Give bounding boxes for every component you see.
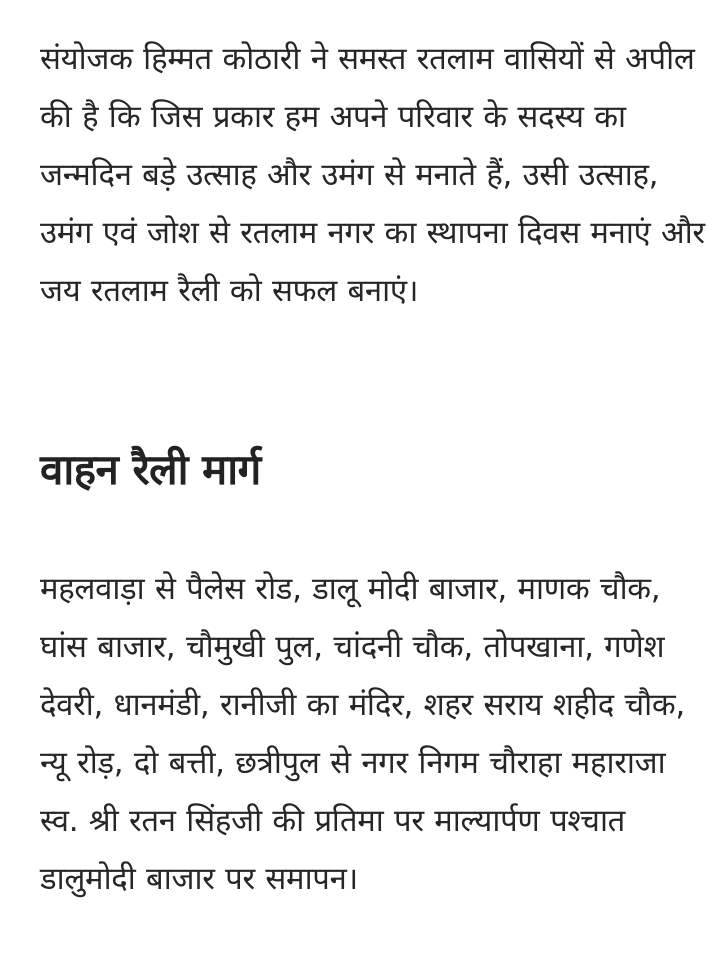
intro-paragraph: संयोजक हिम्मत कोठारी ने समस्त रतलाम वासियों से अपील की है कि जिस प्रकार हम अपने परिवार के सदस्य का जन्मदिन बड़े उत्साह और उमंग से मनाते हैं, उसी उत्साह, उमंग एवं जोश से रतलाम नगर का स्थापना दिवस मनाएं और जय रतलाम रैली को सफल बनाएं। (40, 41, 705, 309)
article-body (40, 30, 710, 897)
section-heading: वाहन रैली मार्ग (40, 445, 261, 494)
route-paragraph: महलवाड़ा से पैलेस रोड, डालू मोदी बाजार, माणक चौक, घांस बाजार, चौमुखी पुल, चांदनी चौक, तोपखाना, गणेश देवरी, धानमंडी, रानीजी का मंदिर, शहर सराय शहीद चौक, न्यू रोड़, दो बत्ती, छत्रीपुल से नगर निगम चौराहा महाराजा स्व. श्री रतन सिंहजी की प्रतिमा पर माल्यार्पण पश्चात डालुमोदी बाजार पर समापन। (40, 571, 685, 897)
